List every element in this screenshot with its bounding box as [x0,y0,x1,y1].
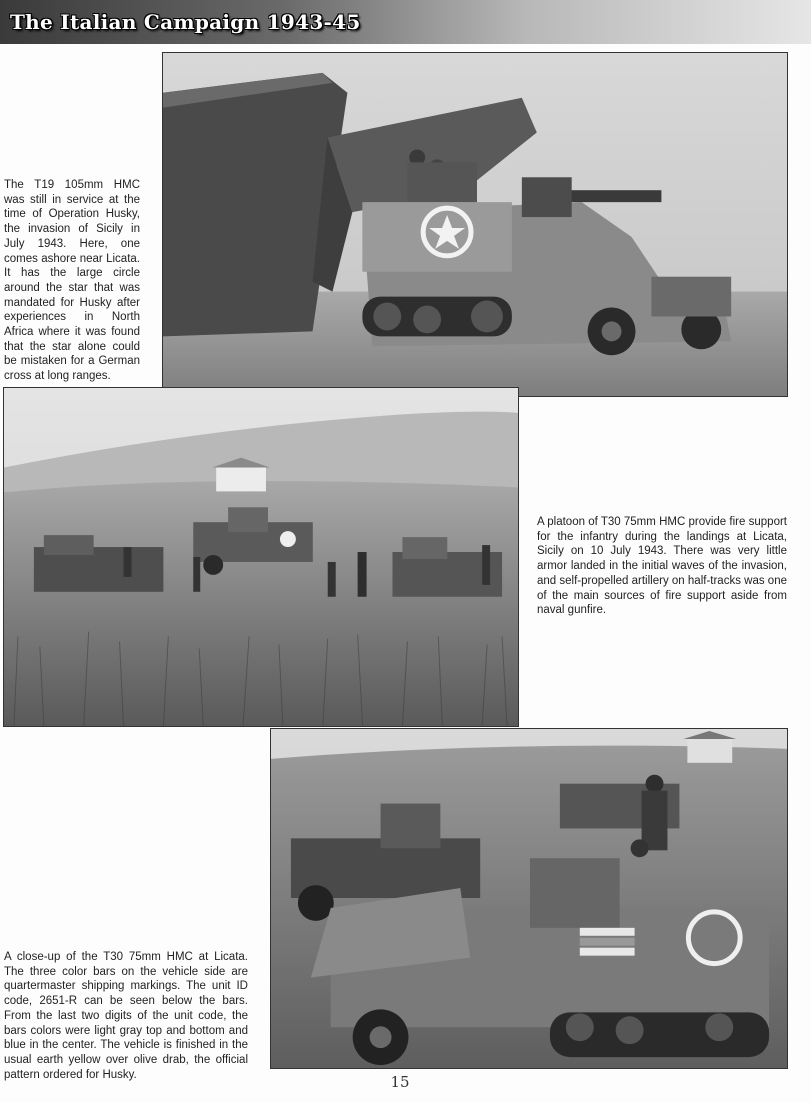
caption-t30-closeup: A close-up of the T30 75mm HMC at Licata. The three color bars on the vehicle side are quartermaster shipping markings. The unit ID code, 2651-R can be seen below the bars. From the last two digits of the unit code, the bars colors were light gray top and bottom and blue in the center. The vehicle is finished in the usual earth yellow over olive drab, the official pattern ordered for Husky. [4,951,248,1081]
page-number: 15 [390,1073,410,1091]
page-title: The Italian Campaign 1943-45 [10,10,361,34]
photo-t19-landing [162,52,788,397]
photo-t30-closeup [270,728,788,1069]
caption-t30-platoon: A platoon of T30 75mm HMC provide fire support for the infantry during the landings at Licata, Sicily on 10 July 1943. There was very little armor landed in the initial waves of the invasion, and self-propelled artillery on half-tracks was one of the main sources of fire support aside from naval gunfire. [537,516,787,617]
photo-t30-platoon [3,387,519,727]
caption-t19: The T19 105mm HMC was still in service at the time of Operation Husky, the invasion of Sicily in July 1943. Here, one comes ashore near Licata. It has the large circle around the star that was mandated for Husky after experiences in North Africa where it was found that the star alone could be mistaken for a German cross at long ranges. [4,179,140,383]
